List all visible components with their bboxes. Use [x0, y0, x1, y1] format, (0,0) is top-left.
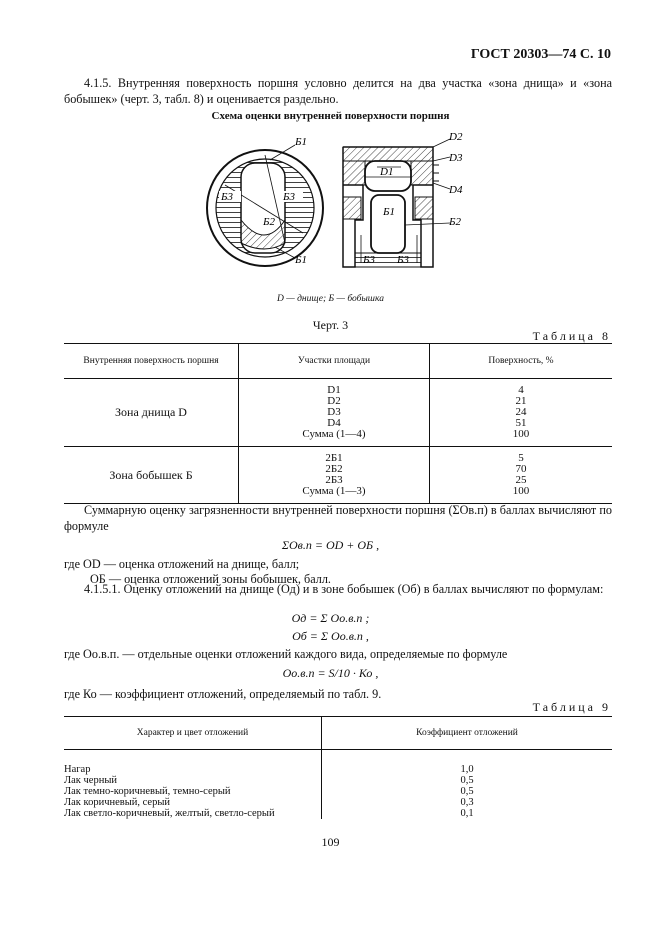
t9-row: Лак темно-коричневый, темно-серый 0,5 — [64, 786, 474, 797]
label-rb2: Б2 — [449, 216, 461, 228]
paragraph-4151: 4.1.5.1. Оценку отложений на днище (Од) и в зоне бобышек (Об) в баллах вычисляют по формулам: — [84, 582, 604, 596]
cross-section-round — [207, 136, 323, 266]
label-b3-right: Б3 — [283, 191, 295, 203]
t8-header-percent: Поверхность, % — [430, 344, 613, 379]
formula-od: Од = Σ Оо.в.п ; — [291, 611, 370, 625]
where-ob: ОБ — оценка отложений зоны бобышек, балл. — [90, 572, 331, 586]
table9-label: Таблица 9 — [532, 700, 611, 714]
figure-number: Черт. 3 — [312, 318, 349, 332]
label-b1-bottom: Б1 — [295, 254, 307, 266]
t8-zone2-areas: 2Б1 2Б2 2Б3 Сумма (1—3) — [239, 447, 430, 504]
t8-zone-bottom: Зона днища D — [64, 379, 239, 447]
label-b3-left: Б3 — [221, 191, 233, 203]
where-od: где ОD — оценка отложений на днище, балл; — [64, 557, 300, 571]
table8-label: Таблица 8 — [532, 329, 611, 343]
figure-title: Схема оценки внутренней поверхности поршня — [211, 110, 450, 122]
label-rb3-b: Б3 — [397, 254, 409, 266]
t8-header-surface: Внутренняя поверхность поршня — [64, 344, 239, 379]
t9-row: Лак черный 0,5 — [64, 775, 474, 786]
label-b2: Б2 — [263, 216, 275, 228]
label-rb3-a: Б3 — [363, 254, 375, 266]
table-9 — [64, 716, 612, 819]
t8-zone1-areas: D1 D2 D3 D4 Сумма (1—4) — [239, 379, 430, 447]
t8-zone1-values: 4 21 24 51 100 — [512, 384, 530, 440]
formula-ovp: Оо.в.п = S/10 · Ко , — [282, 666, 379, 680]
label-d3: D3 — [449, 152, 463, 164]
label-rb1: Б1 — [383, 206, 395, 218]
t9-row: Лак светло-коричневый, желтый, светло-серый 0,1 — [64, 808, 474, 819]
t9-header-type: Характер и цвет отложений — [64, 717, 322, 750]
t8-header-area: Участки площади — [239, 344, 430, 379]
label-d1: D1 — [380, 166, 394, 178]
cross-section-long — [343, 131, 463, 267]
figure-caption: D — днище; Б — бобышка — [277, 294, 384, 304]
formula-sum: ΣОв.п = ОD + ОБ , — [281, 538, 380, 552]
piston-diagram — [195, 125, 465, 290]
label-b1-top: Б1 — [295, 136, 307, 148]
paragraph-sum: Суммарную оценку загрязненности внутренней поверхности поршня (ΣОв.п) в баллах вычисляют по формуле — [64, 503, 612, 533]
where-ovp: где Оо.в.п. — отдельные оценки отложений каждого вида, определяемые по формуле — [64, 647, 508, 661]
t8-zone-bosses: Зона бобышек Б — [64, 447, 239, 504]
t9-row: Лак коричневый, серый 0,3 — [64, 797, 474, 808]
t8-zone2-values: 5 70 25 100 — [430, 447, 613, 504]
formula-ob: Об = Σ Оо.в.п , — [292, 629, 369, 643]
t9-header-coef: Коэффициент отложений — [322, 717, 613, 750]
where-ko: где Ко — коэффициент отложений, определяемый по табл. 9. — [64, 687, 382, 701]
page-number: 109 — [321, 835, 340, 849]
page-header: ГОСТ 20303—74 С. 10 — [470, 47, 611, 62]
table-8 — [64, 343, 612, 504]
label-d2: D2 — [449, 131, 463, 143]
intro-paragraph: 4.1.5. Внутренняя поверхность поршня условно делится на два участка «зона днища» и «зона бобышек» (черт. 3, табл. 8) и оценивается раздельно. — [64, 76, 612, 106]
t9-row: Нагар 1,0 — [64, 764, 474, 775]
label-d4: D4 — [449, 184, 463, 196]
